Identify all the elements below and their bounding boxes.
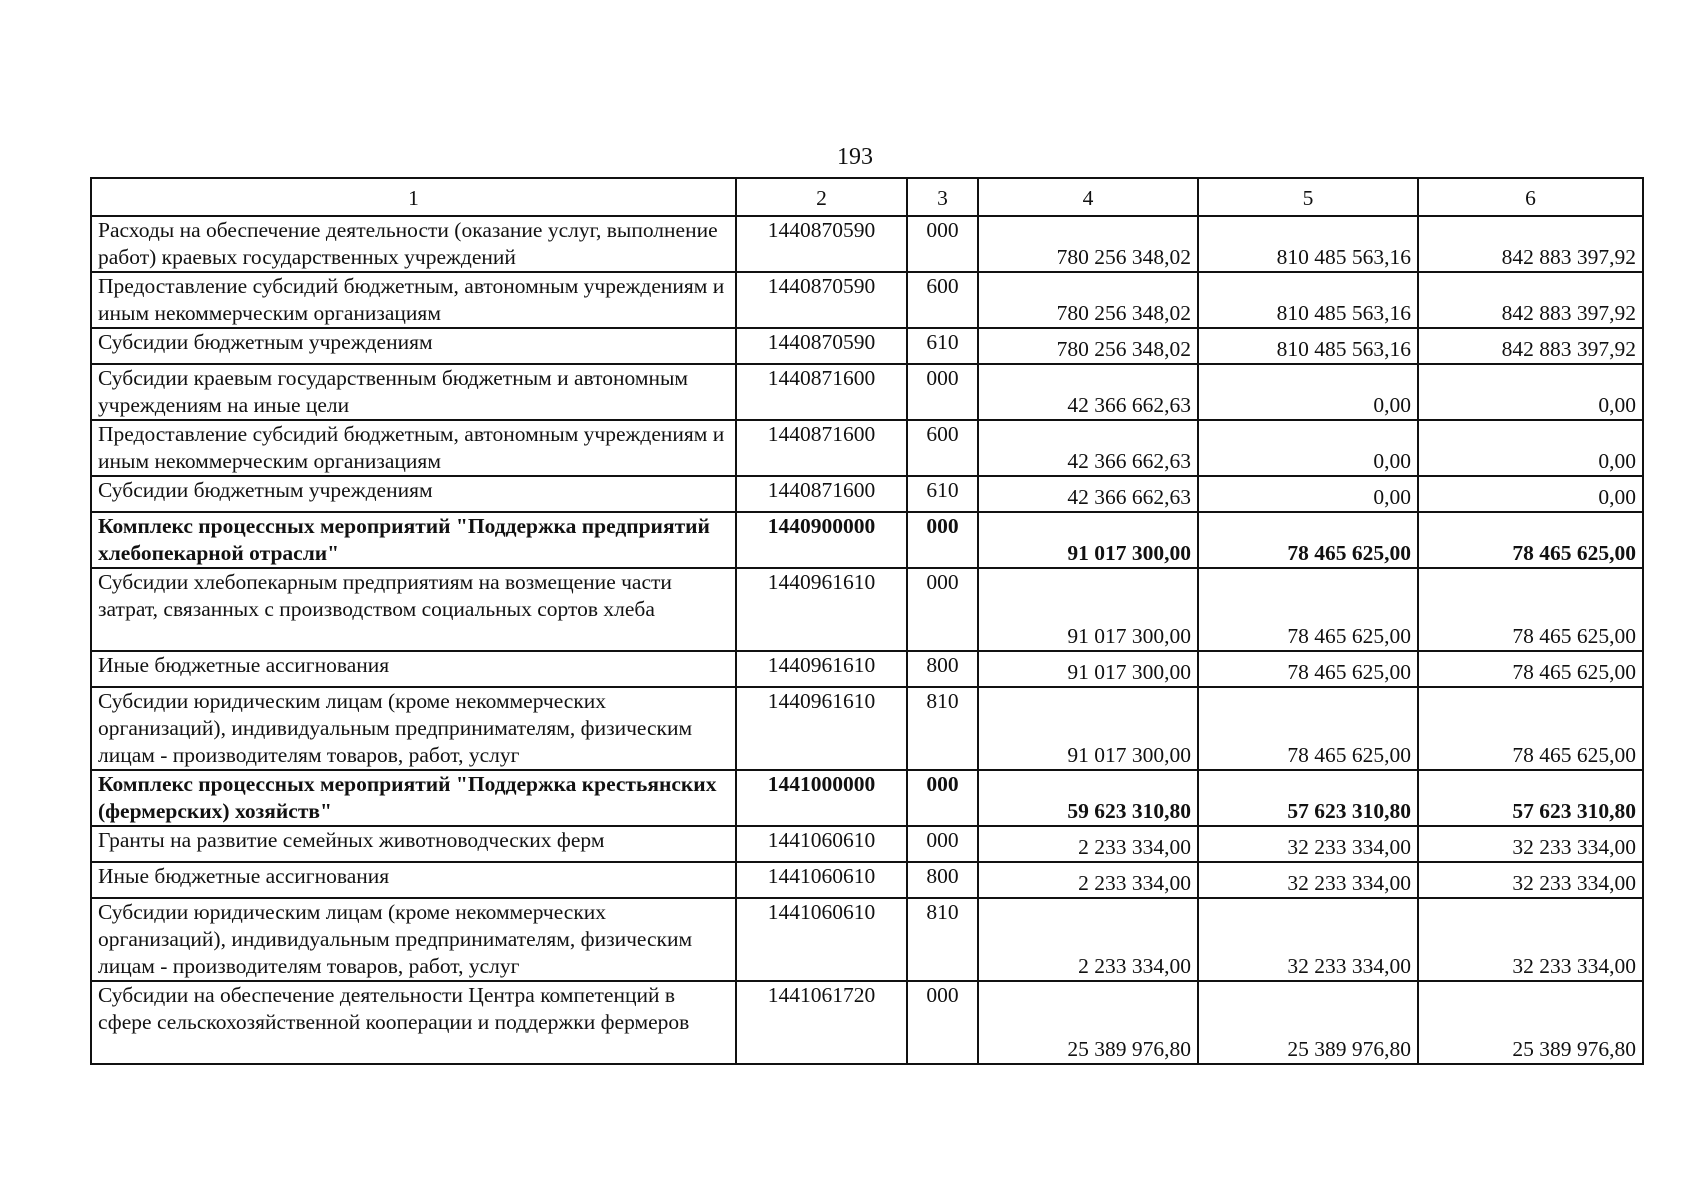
row-kind-cell: 000: [907, 216, 978, 272]
page-number: 193: [837, 144, 873, 170]
row-value-4-cell: 59 623 310,80: [978, 770, 1198, 826]
row-name-cell: Предоставление субсидий бюджетным, автономным учреждениям и иным некоммерческим организациям: [91, 272, 736, 328]
table-row: [91, 328, 1643, 364]
row-name-cell: Субсидии юридическим лицам (кроме некоммерческих организаций), индивидуальным предпринимателям, физическим лицам - производителям товаров, работ, услуг: [91, 687, 736, 770]
row-name-cell: Субсидии бюджетным учреждениям: [91, 328, 736, 364]
table-row: [91, 687, 1643, 770]
row-value-5-cell: 32 233 334,00: [1198, 862, 1418, 898]
row-kind-cell: 600: [907, 420, 978, 476]
row-value-4-cell: 780 256 348,02: [978, 216, 1198, 272]
row-value-4-cell: 2 233 334,00: [978, 826, 1198, 862]
row-value-6-cell: 842 883 397,92: [1418, 216, 1643, 272]
row-value-5-cell: 32 233 334,00: [1198, 826, 1418, 862]
row-code-cell: 1441061720: [736, 981, 907, 1064]
table-row: [91, 651, 1643, 687]
row-name-cell: Иные бюджетные ассигнования: [91, 651, 736, 687]
row-value-4-cell: 42 366 662,63: [978, 476, 1198, 512]
row-kind-cell: 000: [907, 981, 978, 1064]
row-value-5-cell: 78 465 625,00: [1198, 687, 1418, 770]
row-value-4-cell: 2 233 334,00: [978, 898, 1198, 981]
row-kind-cell: 000: [907, 364, 978, 420]
row-value-6-cell: 78 465 625,00: [1418, 568, 1643, 651]
row-value-4-cell: 2 233 334,00: [978, 862, 1198, 898]
budget-table-body: [91, 178, 1643, 1064]
table-row: [91, 981, 1643, 1064]
row-kind-cell: 810: [907, 898, 978, 981]
row-value-6-cell: 78 465 625,00: [1418, 651, 1643, 687]
row-value-6-cell: 78 465 625,00: [1418, 687, 1643, 770]
row-kind-cell: 000: [907, 770, 978, 826]
table-row: [91, 216, 1643, 272]
row-value-6-cell: 0,00: [1418, 364, 1643, 420]
row-name-cell: Расходы на обеспечение деятельности (оказание услуг, выполнение работ) краевых государственных учреждений: [91, 216, 736, 272]
row-kind-cell: 800: [907, 651, 978, 687]
row-code-cell: 1440961610: [736, 687, 907, 770]
row-value-5-cell: 810 485 563,16: [1198, 216, 1418, 272]
row-code-cell: 1441060610: [736, 898, 907, 981]
table-row: [91, 898, 1643, 981]
row-kind-cell: 000: [907, 568, 978, 651]
row-kind-cell: 600: [907, 272, 978, 328]
row-value-5-cell: 0,00: [1198, 476, 1418, 512]
row-kind-cell: 000: [907, 512, 978, 568]
row-name-cell: Комплекс процессных мероприятий "Поддержка предприятий хлебопекарной отрасли": [91, 512, 736, 568]
row-name-cell: Субсидии бюджетным учреждениям: [91, 476, 736, 512]
row-value-6-cell: 32 233 334,00: [1418, 898, 1643, 981]
row-value-6-cell: 25 389 976,80: [1418, 981, 1643, 1064]
row-value-6-cell: 32 233 334,00: [1418, 862, 1643, 898]
row-value-4-cell: 42 366 662,63: [978, 364, 1198, 420]
column-header: 3: [907, 178, 978, 216]
row-value-6-cell: 32 233 334,00: [1418, 826, 1643, 862]
table-row: [91, 826, 1643, 862]
row-code-cell: 1440870590: [736, 216, 907, 272]
row-value-4-cell: 91 017 300,00: [978, 651, 1198, 687]
table-row: [91, 512, 1643, 568]
table-row: [91, 364, 1643, 420]
row-code-cell: 1441060610: [736, 826, 907, 862]
row-value-5-cell: 810 485 563,16: [1198, 328, 1418, 364]
row-value-6-cell: 842 883 397,92: [1418, 328, 1643, 364]
table-row: [91, 476, 1643, 512]
row-value-6-cell: 57 623 310,80: [1418, 770, 1643, 826]
row-value-5-cell: 78 465 625,00: [1198, 568, 1418, 651]
row-name-cell: Гранты на развитие семейных животноводческих ферм: [91, 826, 736, 862]
column-header: 1: [91, 178, 736, 216]
row-value-5-cell: 810 485 563,16: [1198, 272, 1418, 328]
row-value-6-cell: 0,00: [1418, 420, 1643, 476]
row-kind-cell: 810: [907, 687, 978, 770]
row-value-5-cell: 25 389 976,80: [1198, 981, 1418, 1064]
row-value-5-cell: 78 465 625,00: [1198, 651, 1418, 687]
column-header: 6: [1418, 178, 1643, 216]
row-value-4-cell: 780 256 348,02: [978, 328, 1198, 364]
header-row: [91, 178, 1643, 216]
row-name-cell: Предоставление субсидий бюджетным, автономным учреждениям и иным некоммерческим организациям: [91, 420, 736, 476]
row-value-6-cell: 842 883 397,92: [1418, 272, 1643, 328]
table-row: [91, 568, 1643, 651]
row-code-cell: 1440961610: [736, 568, 907, 651]
row-value-6-cell: 0,00: [1418, 476, 1643, 512]
column-header: 4: [978, 178, 1198, 216]
row-value-6-cell: 78 465 625,00: [1418, 512, 1643, 568]
table-row: [91, 420, 1643, 476]
row-name-cell: Субсидии на обеспечение деятельности Центра компетенций в сфере сельскохозяйственной кооперации и поддержки фермеров: [91, 981, 736, 1064]
row-name-cell: Субсидии хлебопекарным предприятиям на возмещение части затрат, связанных с производством социальных сортов хлеба: [91, 568, 736, 651]
row-kind-cell: 000: [907, 826, 978, 862]
row-code-cell: 1441000000: [736, 770, 907, 826]
row-kind-cell: 610: [907, 476, 978, 512]
row-value-4-cell: 780 256 348,02: [978, 272, 1198, 328]
row-code-cell: 1440961610: [736, 651, 907, 687]
row-value-4-cell: 91 017 300,00: [978, 568, 1198, 651]
row-value-4-cell: 91 017 300,00: [978, 687, 1198, 770]
row-value-5-cell: 57 623 310,80: [1198, 770, 1418, 826]
row-code-cell: 1440871600: [736, 364, 907, 420]
row-value-5-cell: 0,00: [1198, 364, 1418, 420]
row-value-4-cell: 91 017 300,00: [978, 512, 1198, 568]
table-row: [91, 272, 1643, 328]
row-kind-cell: 800: [907, 862, 978, 898]
table-row: [91, 862, 1643, 898]
row-code-cell: 1440871600: [736, 476, 907, 512]
row-code-cell: 1440870590: [736, 328, 907, 364]
row-code-cell: 1440870590: [736, 272, 907, 328]
row-kind-cell: 610: [907, 328, 978, 364]
table-row: [91, 770, 1643, 826]
row-value-4-cell: 42 366 662,63: [978, 420, 1198, 476]
row-code-cell: 1440900000: [736, 512, 907, 568]
row-value-5-cell: 0,00: [1198, 420, 1418, 476]
row-name-cell: Субсидии краевым государственным бюджетным и автономным учреждениям на иные цели: [91, 364, 736, 420]
budget-table: [90, 177, 1644, 1065]
row-name-cell: Комплекс процессных мероприятий "Поддержка крестьянских (фермерских) хозяйств": [91, 770, 736, 826]
column-header: 2: [736, 178, 907, 216]
column-header: 5: [1198, 178, 1418, 216]
row-value-5-cell: 32 233 334,00: [1198, 898, 1418, 981]
row-code-cell: 1440871600: [736, 420, 907, 476]
row-code-cell: 1441060610: [736, 862, 907, 898]
row-value-4-cell: 25 389 976,80: [978, 981, 1198, 1064]
row-value-5-cell: 78 465 625,00: [1198, 512, 1418, 568]
row-name-cell: Иные бюджетные ассигнования: [91, 862, 736, 898]
row-name-cell: Субсидии юридическим лицам (кроме некоммерческих организаций), индивидуальным предпринимателям, физическим лицам - производителям товаров, работ, услуг: [91, 898, 736, 981]
